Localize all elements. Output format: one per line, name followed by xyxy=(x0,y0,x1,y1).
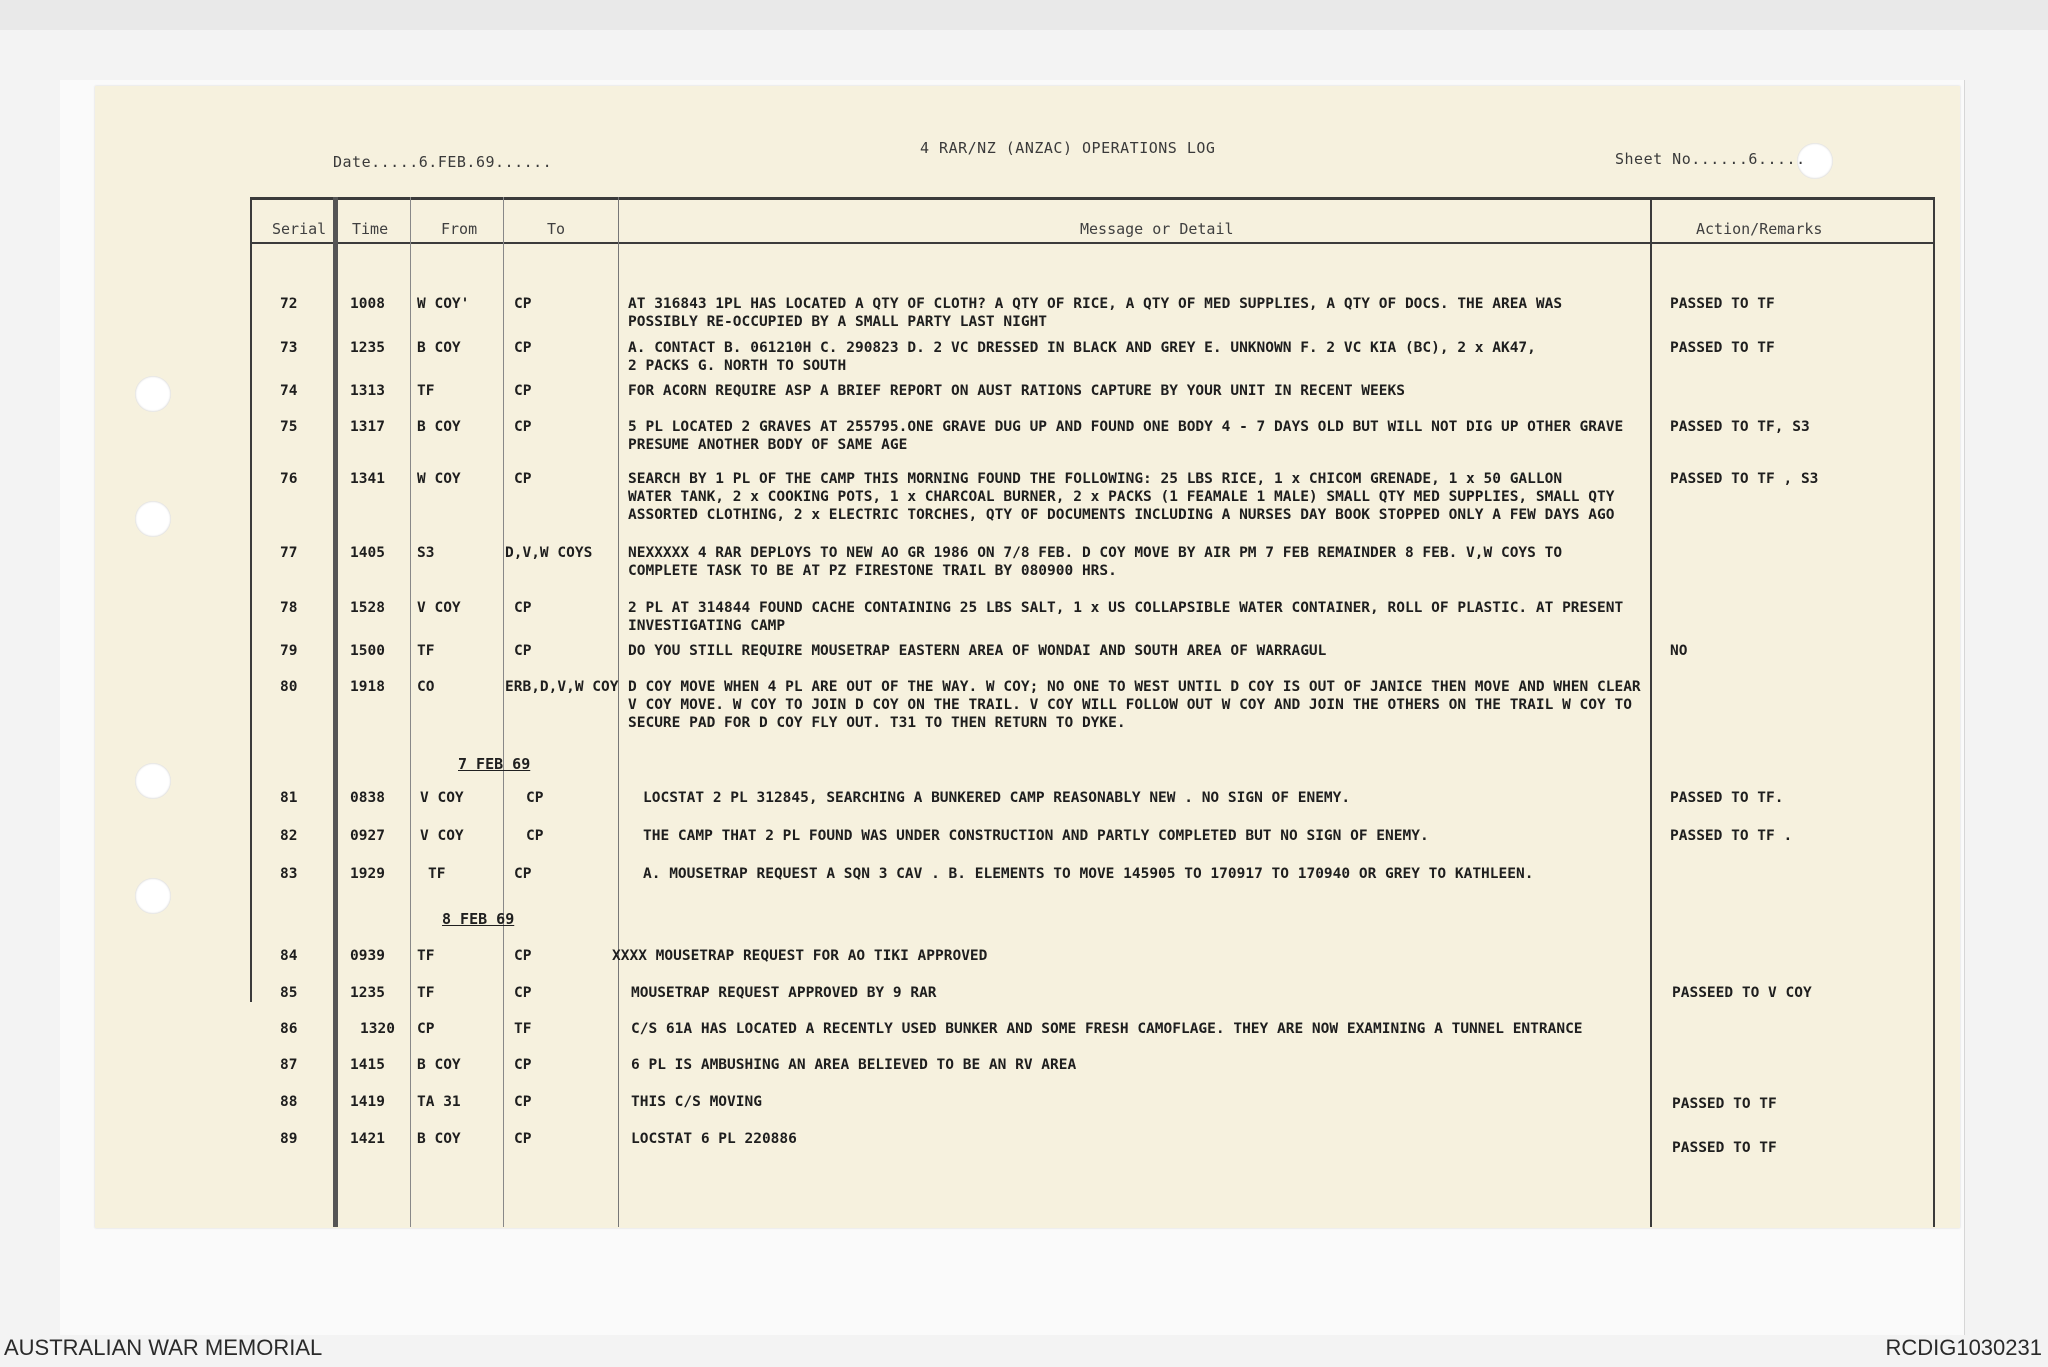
row-to: CP xyxy=(514,948,532,964)
col-message: Message or Detail xyxy=(1080,220,1234,238)
row-serial: 78 xyxy=(280,600,298,616)
row-to: CP xyxy=(514,866,532,882)
row-serial: 73 xyxy=(280,340,298,356)
row-from: CO xyxy=(417,679,435,695)
row-action: PASSEED TO V COY xyxy=(1672,985,1812,1001)
row-from: B COY xyxy=(417,1057,461,1073)
col-time: Time xyxy=(352,220,389,238)
row-action: NO xyxy=(1670,643,1688,659)
row-message: THIS C/S MOVING xyxy=(631,1094,762,1110)
row-serial: 72 xyxy=(280,296,298,312)
col-to: To xyxy=(547,220,566,238)
col-serial: Serial xyxy=(272,220,327,238)
row-action: PASSED TO TF. xyxy=(1670,790,1784,806)
row-to: CP xyxy=(526,828,544,844)
row-from: B COY xyxy=(417,340,461,356)
row-message: MOUSETRAP REQUEST APPROVED BY 9 RAR xyxy=(631,985,937,1001)
row-to: CP xyxy=(514,1057,532,1073)
row-message: SEARCH BY 1 PL OF THE CAMP THIS MORNING FOUND THE FOLLOWING: 25 LBS RICE, 1 x CHICOM GRENADE, 1 x 50 GALLON WATER TANK, 2 x COOKING POTS, 1 x CHARCOAL BURNER, 2 x PACKS (1 FEAMALE 1 MALE) SMALL QTY MED SUPPLIES, SMALL QTY ASSORTED CLOTHING, 2 x ELECTRIC TORCHES, QTY OF DOCUMENTS INCLUDING A NURSES DAY BOOK STOPPED ONLY A FEW DAYS AGO xyxy=(628,471,1615,523)
row-time: 1918 xyxy=(350,679,385,695)
row-serial: 81 xyxy=(280,790,298,806)
row-message: FOR ACORN REQUIRE ASP A BRIEF REPORT ON AUST RATIONS CAPTURE BY YOUR UNIT IN RECENT WEEKS xyxy=(628,383,1405,399)
row-to: CP xyxy=(514,296,532,312)
row-from: W COY xyxy=(417,471,461,487)
row-to: CP xyxy=(514,471,532,487)
row-action: PASSED TO TF xyxy=(1672,1096,1777,1112)
row-time: 1313 xyxy=(350,383,385,399)
row-serial: 89 xyxy=(280,1131,298,1147)
row-to: ERB,D,V,W COY xyxy=(505,679,619,695)
row-message: 2 PL AT 314844 FOUND CACHE CONTAINING 25 LBS SALT, 1 x US COLLAPSIBLE WATER CONTAINER, ROLL OF PLASTIC. AT PRESENT INVESTIGATING CAMP xyxy=(628,600,1624,634)
row-message: XXXX MOUSETRAP REQUEST FOR AO TIKI APPROVED xyxy=(612,948,988,964)
row-message: A. CONTACT B. 061210H C. 290823 D. 2 VC DRESSED IN BLACK AND GREY E. UNKNOWN F. 2 VC KIA (BC), 2 x AK47, 2 PACKS G. NORTH TO SOUTH xyxy=(628,340,1536,374)
row-to: CP xyxy=(514,600,532,616)
log-title: 4 RAR/NZ (ANZAC) OPERATIONS LOG xyxy=(920,139,1216,157)
log-date: Date.....6.FEB.69...... xyxy=(333,153,553,171)
row-time: 1317 xyxy=(350,419,385,435)
record-id: RCDIG1030231 xyxy=(1885,1335,2042,1360)
row-message: THE CAMP THAT 2 PL FOUND WAS UNDER CONSTRUCTION AND PARTLY COMPLETED BUT NO SIGN OF ENEMY. xyxy=(643,828,1429,844)
row-serial: 82 xyxy=(280,828,298,844)
row-message: LOCSTAT 2 PL 312845, SEARCHING A BUNKERED CAMP REASONABLY NEW . NO SIGN OF ENEMY. xyxy=(643,790,1351,806)
row-serial: 83 xyxy=(280,866,298,882)
row-time: 1341 xyxy=(350,471,385,487)
date-heading-8-feb: 8 FEB 69 xyxy=(442,910,515,928)
row-time: 0927 xyxy=(350,828,385,844)
col-action: Action/Remarks xyxy=(1696,220,1823,238)
row-to: CP xyxy=(514,985,532,1001)
row-to: CP xyxy=(514,340,532,356)
row-to: CP xyxy=(526,790,544,806)
row-message: AT 316843 1PL HAS LOCATED A QTY OF CLOTH? A QTY OF RICE, A QTY OF MED SUPPLIES, A QTY OF DOCS. THE AREA WAS POSSIBLY RE-OCCUPIED BY A SMALL PARTY LAST NIGHT xyxy=(628,296,1563,330)
row-from: B COY xyxy=(417,419,461,435)
row-from: TF xyxy=(417,643,435,659)
row-from: TF xyxy=(417,948,435,964)
row-serial: 84 xyxy=(280,948,298,964)
row-from: TF xyxy=(428,866,446,882)
row-action: PASSED TO TF xyxy=(1670,296,1775,312)
archive-credit: AUSTRALIAN WAR MEMORIAL xyxy=(4,1335,323,1360)
row-message: 6 PL IS AMBUSHING AN AREA BELIEVED TO BE AN RV AREA xyxy=(631,1057,1077,1073)
row-time: 1419 xyxy=(350,1094,385,1110)
scan-top-band xyxy=(0,0,2048,30)
row-time: 1528 xyxy=(350,600,385,616)
row-action: PASSED TO TF, S3 xyxy=(1670,419,1810,435)
row-time: 1235 xyxy=(350,985,385,1001)
row-from: CP xyxy=(417,1021,435,1037)
row-time: 1929 xyxy=(350,866,385,882)
row-time: 1008 xyxy=(350,296,385,312)
row-time: 1405 xyxy=(350,545,385,561)
from-column-rule xyxy=(410,197,411,1227)
time-column-rule xyxy=(333,197,338,1227)
row-from: S3 xyxy=(417,545,435,561)
row-from: V COY xyxy=(417,600,461,616)
row-time: 1320 xyxy=(360,1021,395,1037)
row-serial: 74 xyxy=(280,383,298,399)
row-time: 1421 xyxy=(350,1131,385,1147)
row-serial: 79 xyxy=(280,643,298,659)
row-to: CP xyxy=(514,1131,532,1147)
table-left-rule xyxy=(250,197,252,1002)
punch-hole xyxy=(135,763,171,799)
row-time: 0838 xyxy=(350,790,385,806)
row-serial: 85 xyxy=(280,985,298,1001)
row-action: PASSED TO TF . xyxy=(1670,828,1793,844)
row-from: TA 31 xyxy=(417,1094,461,1110)
punch-hole xyxy=(135,878,171,914)
row-serial: 80 xyxy=(280,679,298,695)
row-from: W COY' xyxy=(417,296,470,312)
table-right-rule xyxy=(1933,197,1935,1227)
row-time: 0939 xyxy=(350,948,385,964)
row-to: D,V,W COYS xyxy=(505,545,593,561)
row-from: B COY xyxy=(417,1131,461,1147)
col-from: From xyxy=(441,220,478,238)
row-to: CP xyxy=(514,419,532,435)
row-serial: 76 xyxy=(280,471,298,487)
row-message: C/S 61A HAS LOCATED A RECENTLY USED BUNKER AND SOME FRESH CAMOFLAGE. THEY ARE NOW EXAMINING A TUNNEL ENTRANCE xyxy=(631,1021,1583,1037)
row-time: 1500 xyxy=(350,643,385,659)
row-message: LOCSTAT 6 PL 220886 xyxy=(631,1131,797,1147)
message-column-rule xyxy=(618,197,619,1227)
punch-hole xyxy=(135,501,171,537)
row-time: 1415 xyxy=(350,1057,385,1073)
row-from: V COY xyxy=(420,828,464,844)
row-to: CP xyxy=(514,1094,532,1110)
row-message: NEXXXXX 4 RAR DEPLOYS TO NEW AO GR 1986 ON 7/8 FEB. D COY MOVE BY AIR PM 7 FEB REMAINDER 8 FEB. V,W COYS TO COMPLETE TASK TO BE AT PZ FIRESTONE TRAIL BY 080900 HRS. xyxy=(628,545,1563,579)
row-serial: 86 xyxy=(280,1021,298,1037)
row-from: TF xyxy=(417,383,435,399)
to-column-rule xyxy=(503,197,504,1227)
row-action: PASSED TO TF xyxy=(1672,1140,1777,1156)
punch-hole xyxy=(135,376,171,412)
row-to: CP xyxy=(514,383,532,399)
row-from: TF xyxy=(417,985,435,1001)
row-serial: 87 xyxy=(280,1057,298,1073)
row-message: DO YOU STILL REQUIRE MOUSETRAP EASTERN AREA OF WONDAI AND SOUTH AREA OF WARRAGUL xyxy=(628,643,1327,659)
row-time: 1235 xyxy=(350,340,385,356)
row-serial: 75 xyxy=(280,419,298,435)
sheet-number: Sheet No......6..... xyxy=(1615,150,1806,168)
row-serial: 77 xyxy=(280,545,298,561)
date-heading-7-feb: 7 FEB 69 xyxy=(458,755,531,773)
row-message: 5 PL LOCATED 2 GRAVES AT 255795.ONE GRAVE DUG UP AND FOUND ONE BODY 4 - 7 DAYS OLD BUT WILL NOT DIG UP OTHER GRAVE PRESUME ANOTHER BODY OF SAME AGE xyxy=(628,419,1624,453)
operations-log-sheet xyxy=(95,86,1960,1228)
row-action: PASSED TO TF , S3 xyxy=(1670,471,1819,487)
row-to: TF xyxy=(514,1021,532,1037)
row-action: PASSED TO TF xyxy=(1670,340,1775,356)
row-message: A. MOUSETRAP REQUEST A SQN 3 CAV . B. ELEMENTS TO MOVE 145905 TO 170917 TO 170940 OR GREY TO KATHLEEN. xyxy=(643,866,1534,882)
row-message: D COY MOVE WHEN 4 PL ARE OUT OF THE WAY. W COY; NO ONE TO WEST UNTIL D COY IS OUT OF JANICE THEN MOVE AND WHEN CLEAR V COY MOVE. W COY TO JOIN D COY ON THE TRAIL. V COY WILL FOLLOW OUT W COY AND JOIN THE OTHERS ON THE TRAIL W COY TO SECURE PAD FOR D COY FLY OUT. T31 TO THEN RETURN TO DYKE. xyxy=(628,679,1641,731)
row-to: CP xyxy=(514,643,532,659)
row-from: V COY xyxy=(420,790,464,806)
row-serial: 88 xyxy=(280,1094,298,1110)
